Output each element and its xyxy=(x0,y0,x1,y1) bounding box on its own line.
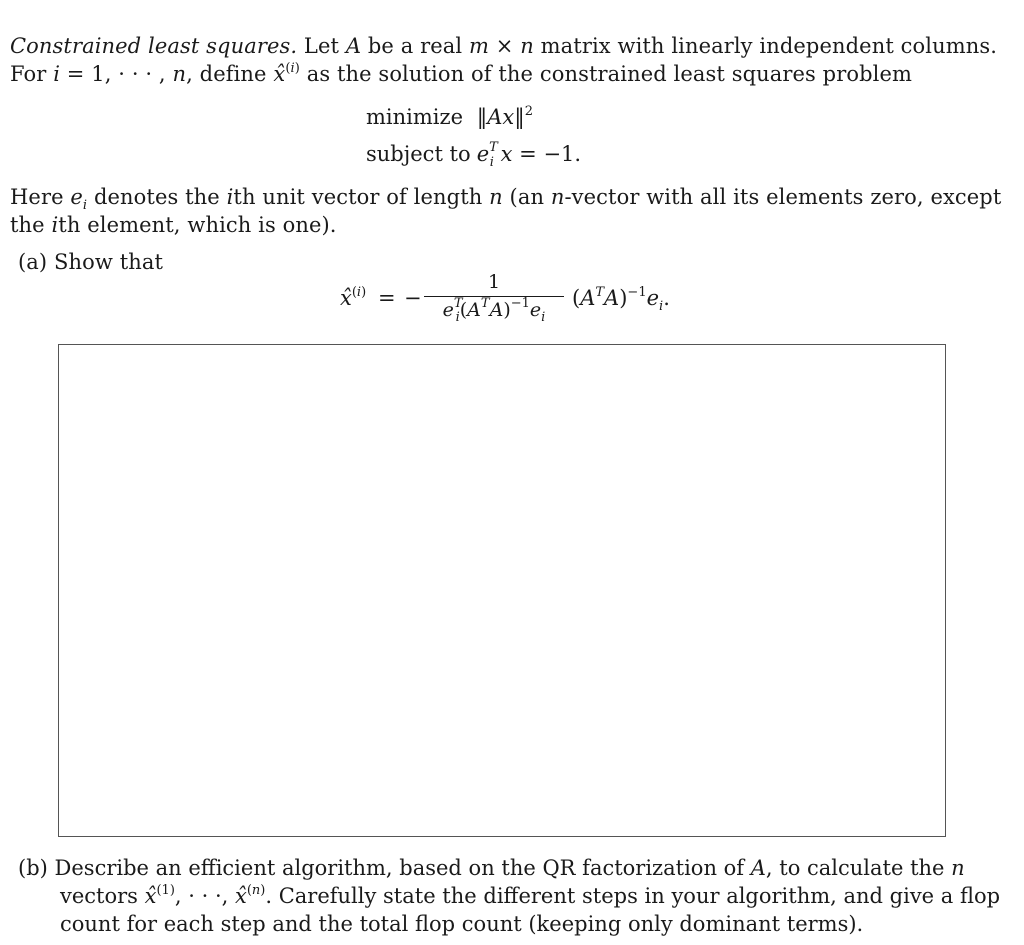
objective-row xyxy=(366,103,533,131)
part-b-line-2: vectors x̂$^{(1)}$, · · ·, x̂$^{(n)}$. Carefully state the different steps in your algorithm, and give a flop xyxy=(60,883,1001,908)
part-b-label: (b) xyxy=(18,856,48,880)
problem-title: Constrained least squares. xyxy=(10,34,298,58)
part-a-text: Show that xyxy=(54,250,164,274)
note-line-2: the ith element, which is one). xyxy=(10,213,337,237)
note-line-1: Here $e_i$ denotes the ith unit vector of length n (an n-vector with all its elements zero, except xyxy=(10,185,1002,213)
intro-text-1: Let A be a real m × n matrix with linearly independent columns. xyxy=(303,34,997,58)
part-b-text-1: Describe an efficient algorithm, based on the QR factorization of A, to calculate the n xyxy=(54,856,965,880)
constraint-keyword: subject to xyxy=(366,142,471,166)
formula-fraction xyxy=(424,270,564,323)
formula-equals: = xyxy=(378,286,396,310)
intro-line-2: For i = 1, · · · , n, define x̂$^{(i)}$ as the solution of the constrained least squares problem xyxy=(10,61,913,86)
part-b-line-1 xyxy=(18,854,965,882)
part-b-line-3: count for each step and the total flop count (keeping only dominant terms). xyxy=(60,912,864,936)
formula-minus: − xyxy=(404,286,422,310)
answer-box[interactable] xyxy=(58,344,946,837)
objective-keyword: minimize xyxy=(366,105,463,129)
constraint-row xyxy=(366,140,581,168)
intro-line-1 xyxy=(10,32,997,60)
formula-numerator: 1 xyxy=(487,271,501,293)
formula-rhs: $(A^TA)^{-1}e_i$. xyxy=(572,285,670,314)
formula-lhs: x̂$^{(i)}$ xyxy=(340,285,367,310)
part-a-prompt xyxy=(18,248,163,276)
part-a-label: (a) xyxy=(18,250,48,274)
objective-expr: ‖Ax‖$^2$ xyxy=(476,104,533,129)
constraint-expr: $e^T_i$ x = −1. xyxy=(476,140,582,170)
formula-denominator: $e^T_i(A^TA)^{-1}e_i$ xyxy=(442,296,546,325)
